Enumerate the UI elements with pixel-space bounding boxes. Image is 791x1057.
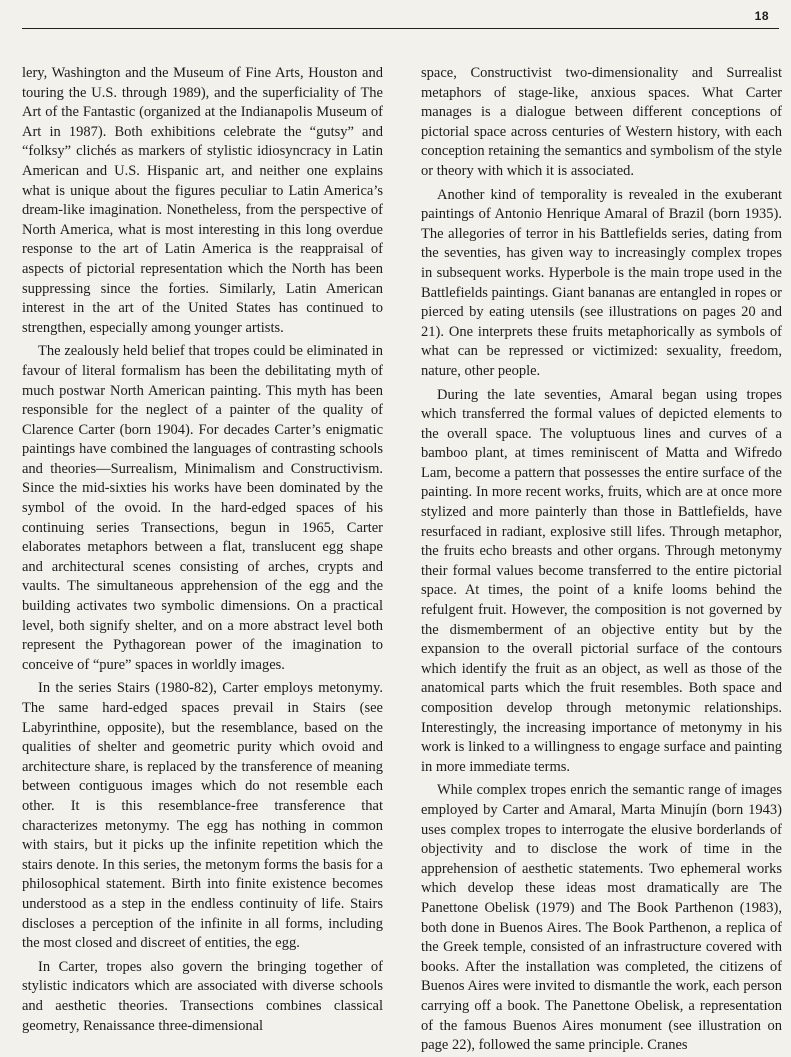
column-left <box>22 64 383 1054</box>
header-rule <box>22 28 779 29</box>
page-number: 18 <box>754 9 769 23</box>
paragraph: In Carter, tropes also govern the bringing together of stylistic indicators which are associated with diverse schools and aesthetic theories. Transections combines classical geometry, Renaissance three-dimensional <box>22 958 383 1034</box>
paragraph: Another kind of temporality is revealed in the exuberant paintings of Antonio Henrique Amaral of Brazil (born 1935). The allegories of terror in his Battlefields series, dating from the seventies, has given way to increasingly complex tropes in subsequent works. Hyperbole is the main trope used in the Battlefields paintings. Giant bananas are entangled in ropes or pierced by eating utensils (see illustrations on pages 20 and 21). One interprets these fruits metaphorically as symbols of what can be repressed or victimized: sexuality, freedom, nature, other people. <box>421 186 782 379</box>
paragraph: While complex tropes enrich the semantic range of images employed by Carter and Amaral, Marta Minujín (born 1943) uses complex tropes to interrogate the elusive borderlands of objectivity and to disclose the work of time in the apprehension of aesthetic statements. Two ephemeral works which develop these ideas most dramatically are The Panettone Obelisk (1979) and The Book Parthenon (1983), both done in Buenos Aires. The Book Parthenon, a replica of the Greek temple, consisted of an infrastructure covered with books. After the installation was completed, the citizens of Buenos Aires were invited to dismantle the work, each person carrying off a book. The Panettone Obelisk, a representation of the famous Buenos Aires monument (see illustration on page 22), followed the same principle. Cranes <box>421 782 782 1054</box>
paragraph: During the late seventies, Amaral began using tropes which transferred the formal values of depicted elements to the overall space. The voluptuous lines and curves of a bamboo plant, at times reminiscent of Matta and Wifredo Lam, become a pattern that possesses the entire surface of the painting. In more recent works, fruits, which are at once more stylized and more painterly than those in Battlefields, have resurfaced in radiant, explosive still lifes. Through metaphor, the fruits echo breasts and other organs. Through metonymy their formal values become transferred to the entire pictorial space. At times, the point of a knife looms behind the refulgent fruit. However, the composition is not governed by the dismemberment of an objective entity but by the expansion to the overall pictorial surface of the contours which identify the fruit as an object, as well as those of the anatomical parts which the fruit resembles. Both space and composition develop through metonymic relationships. Interestingly, the increasing importance of metonymy in his work is linked to a willingness to engage surface and painting in more immediate terms. <box>421 386 782 775</box>
paragraph: The zealously held belief that tropes could be eliminated in favour of literal formalism has been the debilitating myth of much postwar North American painting. This myth has been responsible for the neglect of a painter of the quality of Clarence Carter (born 1904). For decades Carter’s enigmatic paintings have combined the languages of contrasting schools and theories—Surrealism, Minimalism and Constructivism. Since the mid-sixties his works have been dominated by the symbol of the ovoid. In the hard-edged spaces of his continuing series Transections, begun in 1965, Carter elaborates metaphors between a flat, translucent egg shape and architectural scenes consisting of arches, crypts and vaults. The simultaneous apprehension of the egg and the building activates two symbolic dimensions. On a practical level, both signify shelter, and on a more abstract level both represent the Pythagorean power of the imagination to conceive of “pure” spaces in worldly images. <box>22 343 383 673</box>
paragraph: space, Constructivist two-dimensionality and Surrealist metaphors of stage-like, anxious spaces. What Carter manages is a dialogue between different conceptions of pictorial space across centuries of Western history, with each conception retaining the semantics and symbolism of the style or theory with which it is associated. <box>421 65 782 179</box>
paragraph: lery, Washington and the Museum of Fine Arts, Houston and touring the U.S. through 1989), and the superficiality of The Art of the Fantastic (organized at the Indianapolis Museum of Art in 1987). Both exhibitions celebrate the “gutsy” and “folksy” clichés as markers of stylistic idiosyncracy in Latin American and U.S. Hispanic art, and neither one explains what is unique about the figures peculiar to Latin America’s dream-like imagination. Nonetheless, from the perspective of North America, what is most interesting in this long overdue response to the art of Latin America is the reappraisal of aspects of pictorial representation which the North has been suppressing since the forties. Similarly, Latin American interest in the art of the United States has continued to strengthen, especially among younger artists. <box>22 65 383 336</box>
text-columns <box>22 64 782 1054</box>
paragraph: In the series Stairs (1980-82), Carter employs metonymy. The same hard-edged spaces prevail in Stairs (see Labyrinthine, opposite), but the resemblance, based on the qualities of shelter and geometric purity which ovoid and architecture share, is replaced by the transference of meaning between contiguous images which do not resemble each other. It is this resemblance-free transference that characterizes metonymy. The egg has nothing in common with stairs, but it picks up the infinite repetition which the stairs denote. In this series, the metonym forms the basis for a philosophical statement. Birth into finite existence becomes understood as a step in the endless continuity of life. Stairs discloses a perception of the infinite in all forms, including the most closed and discreet of entities, the egg. <box>22 680 383 952</box>
column-right <box>421 64 782 1054</box>
